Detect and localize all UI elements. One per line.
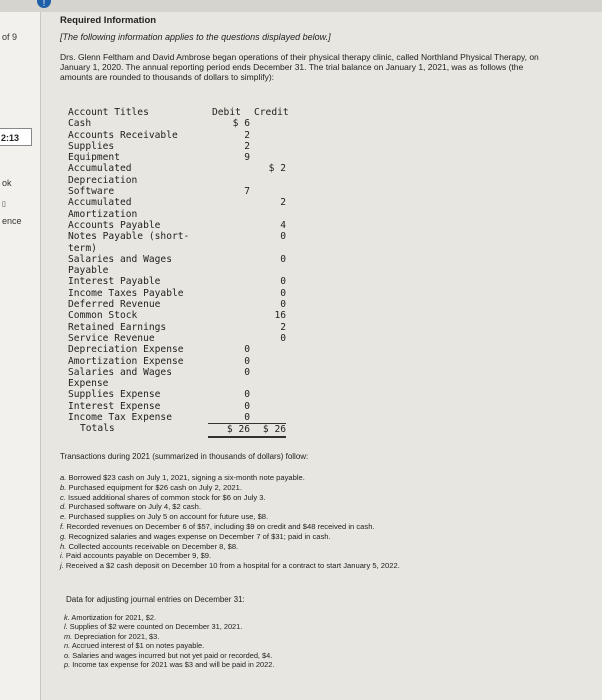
adjusting-list: [64, 613, 274, 669]
account-cell: Supplies Expense: [68, 389, 161, 401]
table-row: [68, 333, 293, 344]
table-row: [68, 344, 293, 355]
account-cell: Interest Expense: [68, 400, 161, 412]
list-item: [60, 493, 580, 503]
item-text: Depreciation for 2021, $3.: [74, 631, 160, 641]
debit-cell: 0: [244, 389, 250, 401]
item-letter: e.: [60, 512, 67, 522]
credit-cell: [254, 401, 286, 412]
table-row: [68, 197, 293, 220]
account-cell: Cash: [68, 118, 92, 130]
list-item: [60, 512, 580, 522]
debit-cell: 0: [244, 400, 250, 412]
credit-cell: [254, 412, 286, 423]
table-row: [68, 130, 293, 141]
question-content: [60, 14, 580, 670]
item-text: Received a $2 cash deposit on December 10 from a hospital for a contract to start January 5, 2022.: [65, 561, 400, 571]
item-letter: g.: [60, 531, 67, 541]
sidebar-item-divider: ▯: [2, 201, 6, 208]
credit-cell: $ 2: [268, 163, 286, 175]
totals-credit: $ 26: [254, 423, 286, 437]
table-row: [68, 401, 293, 412]
item-text: Salaries and wages incurred but not yet paid or recorded, $4.: [72, 650, 273, 660]
item-text: Amortization for 2021, $2.: [71, 613, 157, 622]
account-cell: Equipment: [68, 152, 120, 164]
credit-cell: 2: [280, 321, 286, 333]
debit-cell: 0: [244, 355, 250, 367]
account-cell: Accumulated Depreciation: [68, 163, 138, 186]
account-cell: Service Revenue: [68, 332, 155, 344]
current-question-indicator[interactable]: 2:13: [0, 128, 32, 146]
credit-cell: [254, 344, 286, 355]
item-letter: l.: [64, 622, 68, 632]
account-cell: Salaries and Wages Expense: [68, 366, 172, 390]
account-cell: Retained Earnings: [68, 321, 167, 333]
credit-cell: [254, 356, 286, 367]
credit-cell: [254, 141, 286, 152]
adjusting-title: Data for adjusting journal entries on December 31:: [66, 595, 245, 604]
debit-cell: 0: [244, 344, 250, 356]
item-text: Purchased supplies on July 5 on account for future use, $8.: [68, 512, 269, 522]
list-item: [60, 532, 580, 542]
credit-cell: 0: [280, 276, 286, 288]
table-row: [68, 231, 293, 254]
debit-cell: 7: [244, 186, 250, 198]
item-letter: f.: [60, 521, 65, 531]
item-letter: j.: [60, 561, 64, 571]
table-row: [68, 276, 293, 287]
list-item: [64, 613, 274, 622]
credit-cell: [254, 118, 286, 129]
debit-cell: 0: [244, 412, 250, 424]
item-text: Purchased software on July 4, $2 cash.: [68, 502, 202, 512]
list-item: [60, 561, 580, 571]
credit-cell: 16: [274, 310, 286, 322]
account-cell: Accounts Payable: [68, 219, 161, 231]
credit-cell: 0: [280, 253, 286, 265]
account-cell: Salaries and Wages Payable: [68, 253, 172, 277]
page-counter: of 9: [2, 32, 18, 42]
item-letter: h.: [60, 541, 67, 551]
credit-cell: [254, 130, 286, 141]
debit-cell: [208, 299, 254, 310]
transactions-list: [60, 473, 580, 571]
sidebar: [0, 12, 41, 700]
item-letter: a.: [60, 473, 67, 482]
item-letter: o.: [64, 650, 71, 660]
item-text: Borrowed $23 cash on July 1, 2021, signing a six-month note payable.: [68, 473, 305, 482]
debit-cell: $ 6: [232, 118, 250, 130]
column-header-account: Account Titles: [68, 107, 149, 118]
item-text: Recognized salaries and wages expense on December 7 of $31; paid in cash.: [68, 531, 331, 541]
column-header-debit: Debit: [212, 107, 241, 118]
credit-cell: [254, 389, 286, 400]
account-cell: Supplies: [68, 140, 115, 152]
debit-cell: [208, 197, 254, 220]
item-letter: i.: [60, 551, 64, 561]
column-header-credit: Credit: [254, 107, 289, 118]
table-row: [68, 141, 293, 152]
debit-cell: [208, 220, 254, 231]
item-text: Paid accounts payable on December 9, $9.: [65, 551, 212, 561]
item-text: Issued additional shares of common stock for $6 on July 3.: [68, 492, 266, 502]
debit-cell: 2: [244, 129, 250, 141]
item-text: Accrued interest of $1 on notes payable.: [71, 641, 205, 651]
item-text: Collected accounts receivable on December 8, $8.: [68, 541, 239, 551]
credit-cell: 0: [280, 231, 286, 243]
credit-cell: 0: [280, 299, 286, 311]
table-row: [68, 322, 293, 333]
item-text: Supplies of $2 were counted on December 31, 2021.: [69, 622, 243, 632]
intro-paragraph: Drs. Glenn Feltham and David Ambrose began operations of their physical therapy clinic, called Northland Physical Therapy, on January 1, 2020. The annual reporting period ends December 31. The trial balance on January 1, 2021, was as follows (the amounts are rounded to thousands of dollars to simplify):: [60, 52, 539, 82]
debit-cell: [208, 288, 254, 299]
account-cell: Interest Payable: [68, 276, 161, 288]
item-letter: b.: [60, 482, 67, 492]
list-item: [60, 522, 580, 532]
account-cell: Common Stock: [68, 310, 138, 322]
debit-cell: 2: [244, 140, 250, 152]
item-letter: n.: [64, 641, 71, 651]
totals-row: [68, 423, 293, 437]
account-cell: Income Tax Expense: [68, 412, 172, 424]
table-row: [68, 367, 293, 390]
table-row: [68, 299, 293, 310]
table-row: [68, 310, 293, 321]
account-cell: Deferred Revenue: [68, 299, 161, 311]
table-row: [68, 356, 293, 367]
credit-cell: [254, 152, 286, 163]
debit-cell: 9: [244, 152, 250, 164]
item-letter: d.: [60, 502, 67, 512]
item-text: Income tax expense for 2021 was $3 and will be paid in 2022.: [72, 660, 275, 670]
list-item: [60, 483, 580, 493]
totals-debit: $ 26: [208, 423, 254, 437]
table-row: [68, 412, 293, 423]
credit-cell: 0: [280, 287, 286, 299]
section-title: Required Information: [60, 15, 157, 26]
alert-icon[interactable]: !: [37, 0, 51, 8]
credit-cell: 0: [280, 332, 286, 344]
list-item: [64, 651, 274, 660]
credit-cell: [254, 367, 286, 390]
item-letter: p.: [64, 660, 71, 670]
list-item: [64, 641, 274, 650]
table-row: [68, 288, 293, 299]
table-row: [68, 389, 293, 400]
table-row: [68, 118, 293, 129]
debit-cell: [208, 254, 254, 277]
debit-cell: [208, 231, 254, 254]
list-item: [64, 622, 274, 631]
credit-cell: [254, 186, 286, 197]
trial-balance-body: [68, 118, 293, 423]
section-note: [The following information applies to the questions displayed below.]: [60, 31, 331, 42]
item-letter: m.: [64, 631, 73, 641]
debit-cell: [208, 322, 254, 333]
account-cell: Accumulated Amortization: [68, 197, 138, 220]
account-cell: Notes Payable (short- term): [68, 231, 190, 254]
account-cell: Depreciation Expense: [68, 344, 184, 356]
account-cell: Amortization Expense: [68, 355, 184, 367]
table-row: [68, 254, 293, 277]
item-text: Recorded revenues on December 6 of $57, including $9 on credit and $48 received in cash.: [66, 521, 375, 531]
debit-cell: [208, 333, 254, 344]
table-header-row: [68, 107, 293, 118]
totals-label: Totals: [80, 423, 115, 435]
table-row: [68, 186, 293, 197]
list-item: [64, 660, 274, 669]
list-item: [60, 502, 580, 512]
item-letter: k.: [64, 613, 70, 622]
sidebar-item-references[interactable]: ence: [2, 216, 22, 226]
list-item: [60, 542, 580, 552]
sidebar-item-ebook[interactable]: ok: [2, 178, 12, 188]
item-letter: c.: [60, 492, 66, 502]
table-row: [68, 152, 293, 163]
list-item: [64, 632, 274, 641]
debit-cell: [208, 163, 254, 186]
debit-cell: [208, 276, 254, 287]
table-row: [68, 220, 293, 231]
list-item: [60, 473, 580, 483]
account-cell: Income Taxes Payable: [68, 287, 184, 299]
list-item: [60, 551, 580, 561]
item-text: Purchased equipment for $26 cash on July 2, 2021.: [68, 482, 242, 492]
debit-cell: [208, 310, 254, 321]
trial-balance-table: [68, 107, 293, 438]
credit-cell: 4: [280, 219, 286, 231]
table-row: [68, 163, 293, 186]
debit-cell: 0: [244, 366, 250, 378]
account-cell: Software: [68, 186, 115, 198]
top-bar: [0, 0, 602, 12]
transactions-title: Transactions during 2021 (summarized in thousands of dollars) follow:: [60, 452, 309, 461]
credit-cell: 2: [280, 197, 286, 209]
account-cell: Accounts Receivable: [68, 129, 178, 141]
